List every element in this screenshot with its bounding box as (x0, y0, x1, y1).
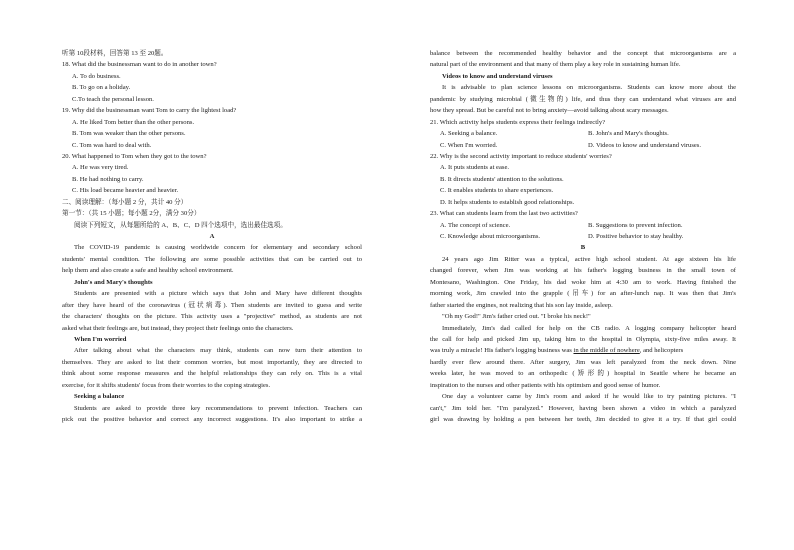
section-heading: Seeking a balance (74, 393, 125, 401)
paragraph-line: 24 years ago Jim Ritter was a typical, active high school student. At age sixteen his life (442, 255, 736, 263)
question-21-options-row (430, 140, 736, 151)
question-20-option-b[interactable]: B. He had nothing to carry. (72, 175, 144, 183)
question-22-option-d[interactable]: D. It helps students to establish good relationships. (440, 198, 575, 206)
paragraph-line-with-underline (430, 345, 736, 356)
question-22-option-b[interactable]: B. It directs students' attention to the solutions. (440, 175, 564, 183)
paragraph-line: changed forever, when Jim was working at his father's logging business in the small town of (430, 267, 736, 275)
paragraph-line: natural part of the environment and that many of them play a key role in sustaining human life. (430, 61, 681, 69)
passage-label-a: A (209, 233, 215, 240)
paragraph-line: pandemic by studying microbial (微生物的) life, and thus they can understand what viruses are and (430, 95, 736, 103)
section-title: 二、阅读理解：（每小题 2 分，共计 40 分） (62, 198, 188, 206)
question-23-option-d[interactable]: D. Positive behavior to stay healthy. (588, 233, 684, 240)
paragraph-line: morning work, Jim crawled into the grapple (吊车) for an after-lunch nap. It was then that Jim's (430, 290, 736, 298)
question-21-option-a[interactable]: A. Seeking a balance. (440, 130, 498, 138)
paragraph-line: It is advisable to plan science lessons on microorganisms. Students can know more about the (442, 84, 736, 92)
question-18-option-c[interactable]: C.To teach the personal lesson. (72, 95, 154, 103)
paragraph-line: girl was drawing by holding a pen between her teeth, Jim decided to give it a try. If that girl could (430, 416, 736, 423)
right-column (430, 48, 736, 425)
paragraph-line: exercise, for it shifts students' focus from their worries to the coping strategies. (62, 381, 271, 389)
paragraph-line: "Oh my God!" Jim's father cried out. "I broke his neck!" (442, 313, 591, 321)
question-23-options-row (430, 231, 736, 242)
question-21-option-b[interactable]: B. John's and Mary's thoughts. (588, 130, 669, 138)
underlined-phrase: in the middle of nowhere (573, 347, 640, 355)
question-18-stem: 18. What did the businessman want to do in another town? (62, 61, 217, 69)
paragraph-line: After talking about what the characters may think, students can now turn their attention to (74, 347, 362, 355)
paragraph-line: the call for help and picked Jim up, taking him to the hospital in Olympia, sixty-five miles away. It (430, 335, 736, 343)
question-21-options-row (430, 128, 736, 139)
question-23-option-a[interactable]: A. The concept of science. (440, 221, 511, 229)
question-20-stem: 20. What happened to Tom when they got to the town? (62, 152, 207, 160)
paragraph-line: hardly ever flew around there. After surgery, Jim was left paralyzed from the neck down. Nine (430, 358, 736, 366)
paragraph-line: inspiration to the nurses and other patients with his optimism and good sense of humor. (430, 381, 661, 389)
paragraph-line: weeks later, he was moved to an orthopedic (矫形的) hospital in Seattle where he became an (430, 370, 736, 378)
question-21-option-c[interactable]: C. When I'm worried. (440, 141, 498, 149)
question-22-option-c[interactable]: C. It enables students to share experiences. (440, 187, 554, 195)
part-title: 第一节：（共 15 小题；每小题 2分，满分 30分） (62, 210, 201, 218)
paragraph-line: can't," Jim told her. "I'm paralyzed." However, having been shown a video in which a paralyzed (430, 404, 736, 412)
paragraph-line: balance between the recommended healthy behavior and the concept that microorganisms are a (430, 50, 736, 57)
left-column (62, 48, 362, 425)
text-run: , and helicopters (639, 347, 684, 355)
text-run: was truly a miracle! His father's logging business was (430, 347, 574, 355)
paragraph-line: Montesano, Washington. One Friday, his dad woke him at 4:30 am to work. Having finished the (430, 278, 736, 286)
question-19-stem: 19. Why did the businessman want Tom to carry the lightest load? (62, 107, 237, 115)
paragraph-line: The COVID-19 pandemic is causing worldwide concern for elementary and secondary school (74, 244, 362, 252)
paragraph-line: pick out the positive behavior and correct any incorrect suggestions. It's also important to strike a (62, 416, 362, 423)
paragraph-line: father started the engines, not realizing that his son lay inside, asleep. (430, 301, 613, 309)
question-19-option-c[interactable]: C. Tom was hard to deal with. (72, 141, 152, 149)
paragraph-line: students' mental condition. The following are some possible activities that can be carried out to (62, 255, 362, 263)
paragraph-line: One day a volunteer came by Jim's room and asked if he would like to try painting pictures. "I (442, 393, 736, 401)
listening-header: 听第 10段材料，回答第 13 至 20题。 (62, 50, 168, 57)
question-19-option-b[interactable]: B. Tom was weaker than the other persons. (72, 130, 186, 138)
paragraph-line: Students are asked to provide three key recommendations to prevent infection. Teachers can (74, 404, 362, 412)
question-18-option-b[interactable]: B. To go on a holiday. (72, 84, 131, 92)
question-23-options-row (430, 220, 736, 231)
paragraph-line: the characters' thoughts on the picture. This activity uses a "projective" method, as students are not (62, 313, 362, 321)
question-20-option-c[interactable]: C. His load became heavier and heavier. (72, 187, 179, 195)
paragraph-line: Immediately, Jim's dad called for help on the CB radio. A logging company helicopter heard (442, 324, 736, 332)
question-21-stem: 21. Which activity helps students express their feelings indirectly? (430, 118, 606, 126)
instructions: 阅读下列短文，从每题所给的 A、B、C、D 四个选项中，选出最佳选项。 (74, 221, 287, 229)
paragraph-line: Students are presented with a picture which says that John and Mary have different thoughts (74, 290, 362, 298)
question-23-option-b[interactable]: B. Suggestions to prevent infection. (588, 221, 683, 229)
paragraph-line: asked what their feelings are, but instead, they project their feelings onto the characters. (62, 324, 294, 332)
question-21-option-d[interactable]: D. Videos to know and understand viruses. (588, 141, 702, 149)
question-22-option-a[interactable]: A. It puts students at ease. (440, 164, 510, 172)
passage-label-b: B (580, 244, 586, 252)
section-heading: When I'm worried (74, 335, 127, 343)
question-20-option-a[interactable]: A. He was very tired. (72, 164, 129, 172)
paragraph-line: themselves. They are asked to list their common worries, but most importantly, they are directed to (62, 358, 362, 366)
paragraph-line: think about some response measures and the helpful relationships they can rely on. This is a vital (62, 370, 362, 378)
paragraph-line: after they have heard of the coronavirus (冠状病毒). Then students are invited to guess and write (62, 301, 362, 309)
paragraph-line: how they spread. But be careful not to bring anxiety—avoid talking about scary messages. (430, 107, 669, 115)
question-23-option-c[interactable]: C. Knowledge about microorganisms. (440, 233, 541, 240)
section-heading: Videos to know and understand viruses (442, 72, 553, 80)
question-23-stem: 23. What can students learn from the last two activities? (430, 210, 578, 218)
question-18-option-a[interactable]: A. To do business. (72, 72, 121, 80)
question-19-option-a[interactable]: A. He liked Tom better than the other persons. (72, 118, 195, 126)
section-heading: John's and Mary's thoughts (74, 278, 153, 286)
question-22-stem: 22. Why is the second activity important to reduce students' worries? (430, 152, 612, 160)
paragraph-line: help them and also create a safe and healthy school environment. (62, 267, 234, 275)
